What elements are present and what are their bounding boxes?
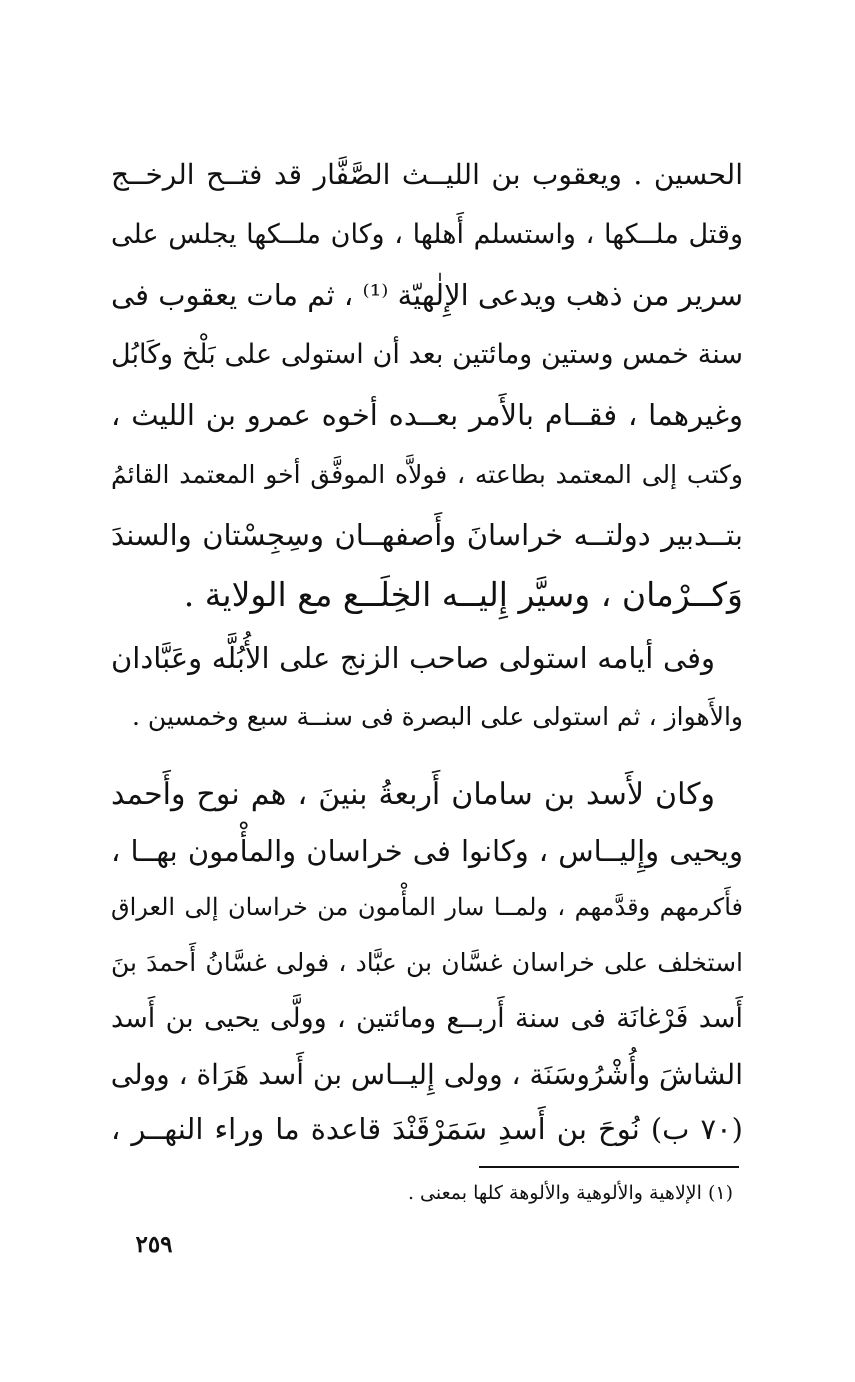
text-line-1: الحسين . ويعقوب بن الليــث الصَّفَّار قد فتــح الرخــج xyxy=(111,158,743,191)
text-line-16: الشاشَ وأُشْرُوسَنَة ، وولى إِليــاس بن أَسد هَرَاة ، وولى xyxy=(110,1058,743,1091)
footnote: (١) الإلاهية والألوهية والألوهة كلها بمعنى . xyxy=(407,1182,733,1204)
text-line-14: استخلف على خراسان غسَّان بن عبَّاد ، فولى غسَّانُ أَحمدَ بنَ xyxy=(111,948,743,977)
text-line-8: وَكــرْمان ، وسيَّر إِليــه الخِلَــع مع الولاية . xyxy=(183,575,743,614)
text-line-15: أَسد فَرْغانَة فى سنة أَربــع ومائتين ، وولَّى يحيى بن أَسد xyxy=(111,1003,743,1034)
text-line-7: بتــدبير دولتــه خراسانَ وأَصفهــان وسِجِسْتان والسندَ xyxy=(111,518,743,552)
text-line-5: وغيرهما ، فقــام بالأَمر بعــده أخوه عمرو بن الليث ، xyxy=(111,398,743,432)
footnote-separator xyxy=(479,1166,739,1168)
text-line-4: سنة خمس وستين ومائتين بعد أن استولى على بَلْخ وكَابُل xyxy=(111,339,743,370)
text-line-13: فأَكرمهم وقدَّمهم ، ولمــا سار المأْمون من خراسان إلى العراق xyxy=(111,893,743,921)
text-line-12: ويحيى وإِليــاس ، وكانوا فى خراسان والمأْمون بهــا ، xyxy=(111,834,743,868)
text-line-11: وكان لأَسد بن سامان أَربعةُ بنينَ ، هم نوح وأَحمد xyxy=(111,777,715,812)
text-line-6: وكتب إلى المعتمد بطاعته ، فولاَّه الموفَّق أخو المعتمد القائمُ xyxy=(111,460,743,489)
text-line-3: سرير من ذهب ويدعى الإِلٰهيّة ⁽¹⁾ ، ثم مات يعقوب فى xyxy=(110,278,743,312)
text-line-10: والأَهواز ، ثم استولى على البصرة فى سنــة سبع وخمسين . xyxy=(132,702,743,731)
text-line-2: وقتل ملــكها ، واستسلم أَهلها ، وكان ملــكها يجلس على xyxy=(111,219,743,250)
page-number: ٢٥٩ xyxy=(135,1231,173,1258)
text-line-9: وفى أيامه استولى صاحب الزنج على الأُبُلَّه وعَبَّادان xyxy=(111,641,715,675)
text-line-17: (٧٠ ب) نُوحَ بن أَسدِ سَمَرْقَنْدَ قاعدة ما وراء النهــر ، xyxy=(111,1112,743,1146)
